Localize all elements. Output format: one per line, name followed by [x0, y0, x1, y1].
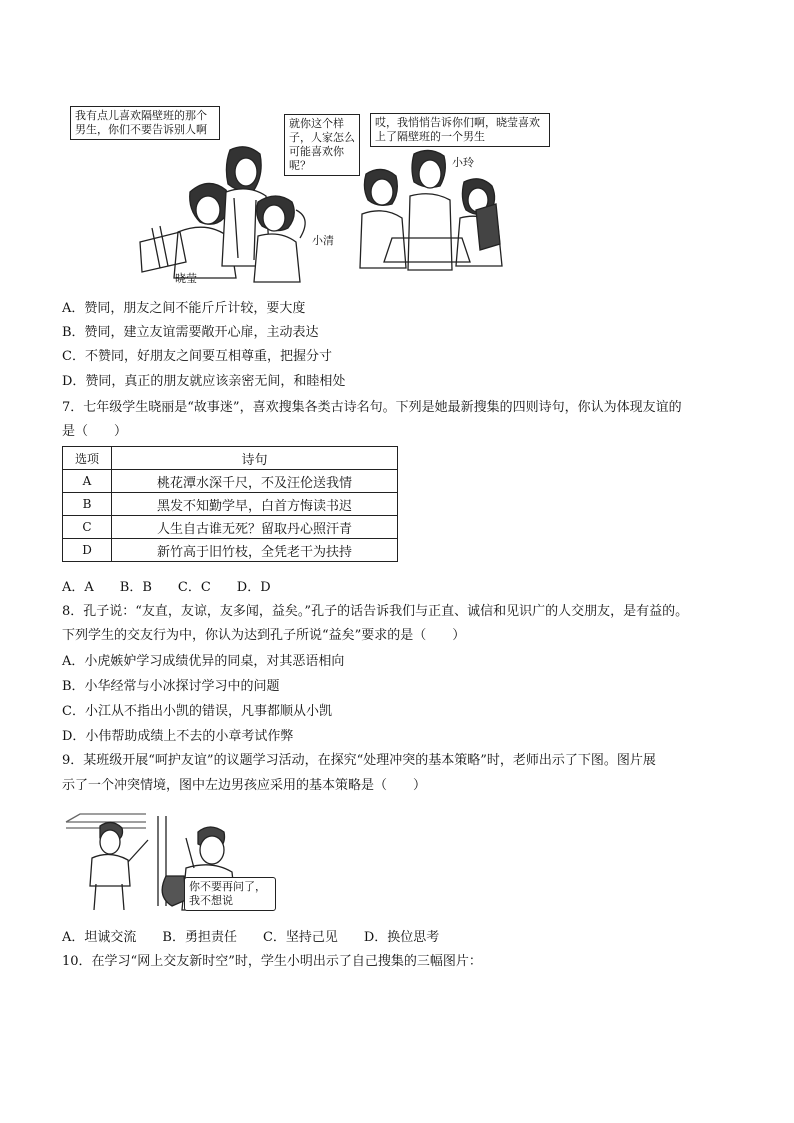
- q8-option-b: B．小华经常与小冰探讨学习中的问题: [62, 679, 280, 694]
- q6-option-d: D．赞同，真正的朋友就应该亲密无间，和睦相处: [62, 374, 346, 389]
- table-row: [63, 516, 398, 539]
- table-header-row: [63, 447, 398, 470]
- table-cell-poem: 桃花潭水深千尺，不及汪伦送我情: [112, 470, 398, 493]
- name-label-xiaoqing: 小清: [312, 234, 334, 247]
- name-label-xiaoying: 晓莹: [175, 272, 197, 285]
- q6-option-a: A．赞同，朋友之间不能斤斤计较，要大度: [62, 301, 306, 316]
- table-row: [63, 493, 398, 516]
- table-header-poem: 诗句: [112, 447, 398, 470]
- q10-stem-line1: 10．在学习“网上交友新时空”时，学生小明出示了自己搜集的三幅图片：: [62, 954, 482, 969]
- table-cell-poem: 人生自古谁无死？留取丹心照汗青: [112, 516, 398, 539]
- q8-stem-line1: 8．孔子说：“友直，友谅，友多闻，益矣。”孔子的话告诉我们与正直、诚信和见识广的人交朋友，是有益的。: [62, 604, 689, 619]
- table-cell-option: A: [63, 470, 112, 493]
- q8-option-d: D．小伟帮助成绩上不去的小章考试作弊: [62, 729, 294, 744]
- table-cell-poem: 新竹高于旧竹枝，全凭老干为扶持: [112, 539, 398, 562]
- speech-bubble-left: 我有点儿喜欢隔壁班的那个男生，你们不要告诉别人啊: [70, 106, 220, 140]
- table-cell-option: D: [63, 539, 112, 562]
- speech-bubble-right: 哎，我悄悄告诉你们啊，晓莹喜欢上了隔壁班的一个男生: [370, 113, 550, 147]
- table-row: [63, 470, 398, 493]
- speech-bubble-middle: 就你这个样子，人家怎么可能喜欢你呢？: [284, 114, 360, 176]
- name-label-xiaoling: 小玲: [452, 156, 474, 169]
- table-cell-poem: 黑发不知勤学早，白首方悔读书迟: [112, 493, 398, 516]
- q9-options: A．坦诚交流 B．勇担责任 C．坚持己见 D．换位思考: [62, 930, 440, 945]
- q8-option-a: A．小虎嫉妒学习成绩优异的同桌，对其恶语相向: [62, 654, 345, 669]
- table-header-option: 选项: [63, 447, 112, 470]
- q9-stem-line2: 示了一个冲突情境，图中左边男孩应采用的基本策略是（ ）: [62, 778, 427, 793]
- q9-stem-line1: 9．某班级开展“呵护友谊”的议题学习活动，在探究“处理冲突的基本策略”时，老师出示了下图。图片展: [62, 753, 656, 768]
- q7-poem-table: [62, 446, 398, 562]
- q8-stem-line2: 下列学生的交友行为中，你认为达到孔子所说“益矣”要求的是（ ）: [62, 628, 466, 643]
- speech-bubble-boy: 你不要再问了，我不想说: [184, 877, 276, 911]
- table-cell-option: C: [63, 516, 112, 539]
- q6-option-b: B．赞同，建立友谊需要敞开心扉，主动表达: [62, 325, 319, 340]
- q7-stem-line1: 7．七年级学生晓丽是“故事迷”，喜欢搜集各类古诗名句。下列是她最新搜集的四则诗句，你认为体现友谊的: [62, 400, 682, 415]
- q8-option-c: C．小江从不指出小凯的错误，凡事都顺从小凯: [62, 704, 332, 719]
- q6-option-c: C．不赞同，好朋友之间要互相尊重，把握分寸: [62, 349, 332, 364]
- table-cell-option: B: [63, 493, 112, 516]
- q7-stem-line2: 是（ ）: [62, 424, 128, 439]
- table-row: [63, 539, 398, 562]
- q7-options: A．A B．B C．C D．D: [62, 580, 271, 595]
